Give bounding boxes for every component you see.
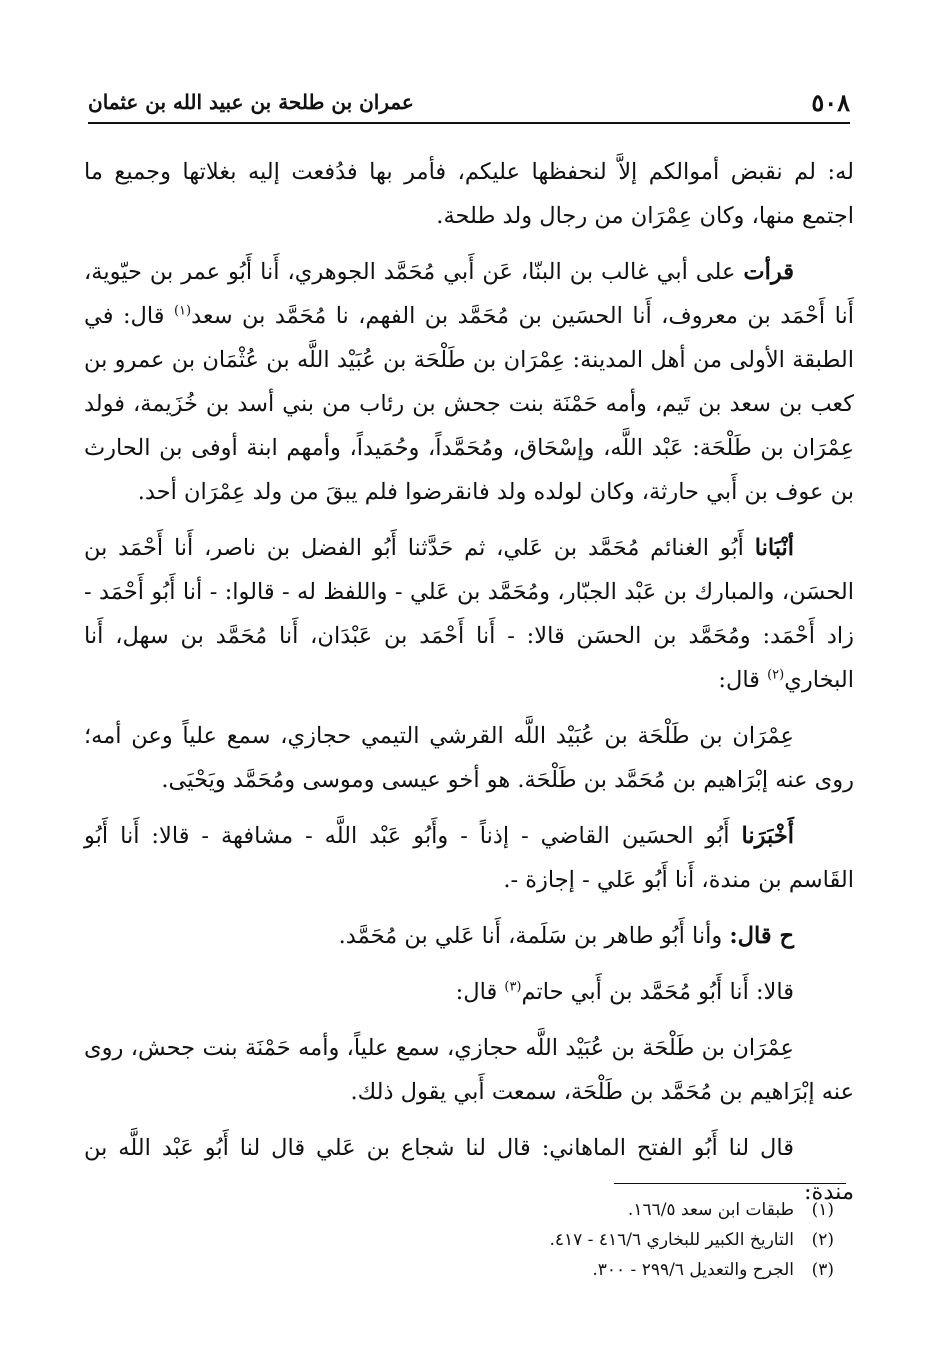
footnote-divider <box>614 1183 846 1184</box>
footnote-text: طبقات ابن سعد ١٦٦/٥. <box>627 1200 794 1220</box>
footnote-number: (٢) <box>811 1230 834 1250</box>
paragraph-text-tail: قال: <box>718 667 768 693</box>
paragraph-text: على أبي غالب بن البنّا، عَن أَبي مُحَمَّد الجوهري، أَنا أَبُو عمر بن حيّوية، أَنا أَحْمَد بن معروف، أَنا الحسَين بن مُحَمَّد بن الفهم، نا مُحَمَّد بن سعد <box>84 259 854 329</box>
paragraph-5 <box>84 814 854 902</box>
footnote-text: الجرح والتعديل ٢٩٩/٦ - ٣٠٠. <box>592 1260 794 1280</box>
footnote-3 <box>134 1255 834 1285</box>
paragraph-6 <box>84 914 854 958</box>
paragraph-lead: أنْبَانا <box>754 535 794 561</box>
footnote-number: (٣) <box>811 1260 834 1280</box>
page-header <box>88 84 850 124</box>
paragraph-text: له: لم نقبض أموالكم إلاَّ لنحفظها عليكم، فأمر بها فدُفعت إليه بغلاتها وجميع ما اجتمع منها، وكان عِمْرَان من رجال ولد طلحة. <box>84 159 854 229</box>
footnote-2 <box>134 1225 834 1255</box>
footnote-1 <box>134 1195 834 1225</box>
paragraph-text: قالا: أَنا أَبُو مُحَمَّد بن أَبي حاتم <box>521 979 794 1005</box>
page-number: ٥٠٨ <box>811 88 850 117</box>
paragraph-4 <box>84 714 854 802</box>
running-title: عمران بن طلحة بن عبيد الله بن عثمان <box>88 90 414 114</box>
paragraph-2 <box>84 250 854 514</box>
paragraph-text: أَبُو الحسَين القاضي - إذناً - وأَبُو عَبْد اللَّه - مشافهة - قالا: أَنا أَبُو القَاسم بن مندة، أَنا أَبُو عَلي - إجازة -. <box>84 823 854 893</box>
paragraph-text: وأنا أَبُو طاهر بن سَلَمة، أَنا عَلي بن مُحَمَّد. <box>338 923 730 949</box>
footnote-text: التاريخ الكبير للبخاري ٤١٦/٦ - ٤١٧. <box>549 1230 794 1250</box>
paragraph-7 <box>84 970 854 1014</box>
paragraph-3 <box>84 526 854 702</box>
paragraph-8 <box>84 1026 854 1114</box>
paragraph-text: قال لنا أَبُو الفتح الماهاني: قال لنا شجاع بن عَلي قال لنا أَبُو عَبْد اللَّه بن مندة: <box>84 1135 854 1205</box>
footnotes <box>134 1195 834 1285</box>
paragraph-1 <box>84 150 854 238</box>
paragraph-lead: ح قال: <box>729 923 794 949</box>
paragraph-text: عِمْرَان بن طَلْحَة بن عُبَيْد اللَّه القرشي التيمي حجازي، سمع علياً وعن أمه؛ روى عنه إبْرَاهيم بن مُحَمَّد بن طَلْحَة. هو أخو عيسى وموسى ومُحَمَّد ويَحْيَى. <box>84 723 854 793</box>
paragraph-text: عِمْرَان بن طَلْحَة بن عُبَيْد اللَّه حجازي، سمع علياً، وأمه حَمْنَة بنت جحش، روى عنه إبْرَاهيم بن مُحَمَّد بن طَلْحَة، سمعت أَبي يقول ذلك. <box>84 1035 854 1105</box>
main-text <box>84 150 854 1226</box>
footnote-ref-2: (٢) <box>767 667 785 683</box>
paragraph-text-tail: قال: <box>455 979 505 1005</box>
paragraph-lead: قرأت <box>743 259 794 285</box>
paragraph-text: أَبُو الغنائم مُحَمَّد بن عَلي، ثم حَدَّثنا أَبُو الفضل بن ناصر، أَنا أَحْمَد بن الحسَن، والمبارك بن عَبْد الجبّار، ومُحَمَّد بن عَلي - واللفظ له - قالوا: - أنا أَبُو أَحْمَد - زاد أَحْمَد: ومُحَمَّد بن الحسَن قالا: - أَنا أَحْمَد بن عَبْدَان، أَنا مُحَمَّد بن سهل، أَنا البخاري <box>84 535 854 693</box>
footnote-ref-1: (١) <box>173 303 192 319</box>
paragraph-lead: أَخْبَرَنا <box>741 823 794 849</box>
paragraph-text-tail: قال: في الطبقة الأولى من أهل المدينة: عِمْرَان بن طَلْحَة بن عُبَيْد اللَّه بن عُثْمَان بن عمرو بن كعب بن سعد بن تَيم، وأمه حَمْنَة بنت جحش بن رئاب من بني أسد بن خُزَيمة، فولد عِمْرَان بن طَلْحَة: عَبْد اللَّه، وإسْحَاق، ومُحَمَّداً، وحُمَيداً، وأمهم ابنة أوفى بن الحارث بن عوف بن أَبي حارثة، وكان لولده ولد فانقرضوا فلم يبقَ من ولد عِمْرَان أحد. <box>84 303 854 505</box>
footnote-ref-3: (٣) <box>504 979 522 995</box>
footnote-number: (١) <box>811 1200 834 1220</box>
